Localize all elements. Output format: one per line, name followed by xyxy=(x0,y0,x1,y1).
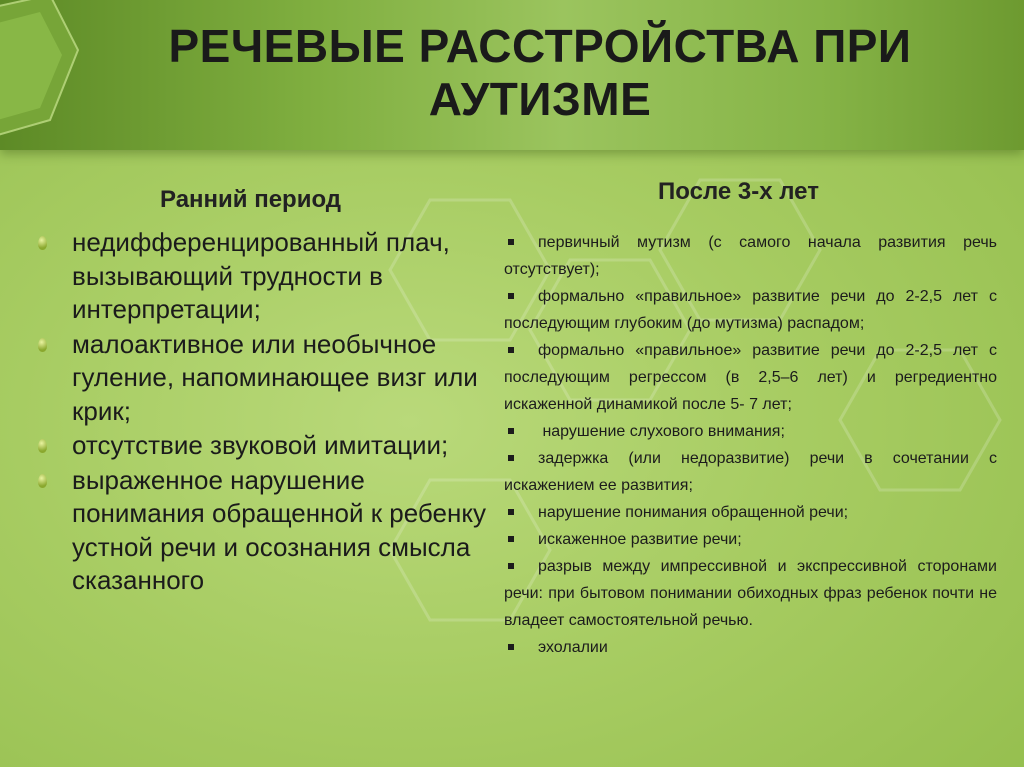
list-item xyxy=(504,499,997,526)
list-item xyxy=(504,418,997,445)
square-bullet-icon xyxy=(508,536,514,542)
right-bullet-list xyxy=(504,229,997,661)
list-item-text: недифференцированный плач, вызывающий трудности в интерпретации; xyxy=(72,227,450,324)
list-item xyxy=(36,429,496,463)
list-item-text: малоактивное или необычное гуление, напоминающее визг или крик; xyxy=(72,328,478,426)
list-item-text: первичный мутизм (с самого начала развития речь отсутствует); xyxy=(504,234,997,278)
list-item-text: искаженное развитие речи; xyxy=(538,531,742,548)
square-bullet-icon xyxy=(508,428,514,434)
list-item-text: эхолалии xyxy=(538,639,608,656)
list-item xyxy=(36,464,496,598)
list-item-text: задержка (или недоразвитие) речи в сочетании с искажением ее развития; xyxy=(504,450,997,494)
left-bullet-list xyxy=(36,226,496,599)
list-item xyxy=(504,553,997,634)
list-item-text: формально «правильное» развитие речи до 2-2,5 лет с последующим регрессом (в 2,5–6 лет) и регредиентно искаженной динамикой после 5- 7 лет; xyxy=(504,342,997,413)
list-item xyxy=(504,634,997,661)
list-item xyxy=(504,445,997,499)
list-item-text: нарушение понимания обращенной речи; xyxy=(538,504,849,521)
slide-title: РЕЧЕВЫЕ РАССТРОЙСТВА ПРИ АУТИЗМЕ xyxy=(168,20,912,125)
list-item xyxy=(36,226,496,327)
left-column-heading: Ранний период xyxy=(160,186,342,213)
square-bullet-icon xyxy=(508,509,514,515)
bullet-icon xyxy=(38,338,47,352)
list-item xyxy=(504,229,997,283)
square-bullet-icon xyxy=(508,293,514,299)
list-item xyxy=(504,526,997,553)
list-item xyxy=(504,337,997,418)
list-item xyxy=(504,283,997,337)
list-item-text: нарушение слухового внимания; xyxy=(538,423,785,440)
bullet-icon xyxy=(38,474,47,488)
right-column-heading: После 3-х лет xyxy=(658,178,819,205)
square-bullet-icon xyxy=(508,644,514,650)
hexagon-decoration xyxy=(0,0,90,160)
bullet-icon xyxy=(38,236,47,250)
square-bullet-icon xyxy=(508,563,514,569)
bullet-icon xyxy=(38,439,47,453)
square-bullet-icon xyxy=(508,455,514,461)
list-item-text: отсутствие звуковой имитации; xyxy=(72,430,449,460)
list-item-text: формально «правильное» развитие речи до 2-2,5 лет с последующим глубоким (до мутизма) распадом; xyxy=(504,288,997,332)
square-bullet-icon xyxy=(508,347,514,353)
square-bullet-icon xyxy=(508,239,514,245)
list-item-text: выраженное нарушение понимания обращенной к ребенку устной речи и осознания смысла сказанного xyxy=(72,464,487,595)
list-item-text: разрыв между импрессивной и экспрессивной сторонами речи: при бытовом понимании обиходных фраз ребенок почти не владеет самостоятельной речью. xyxy=(504,558,997,629)
list-item xyxy=(36,328,496,429)
